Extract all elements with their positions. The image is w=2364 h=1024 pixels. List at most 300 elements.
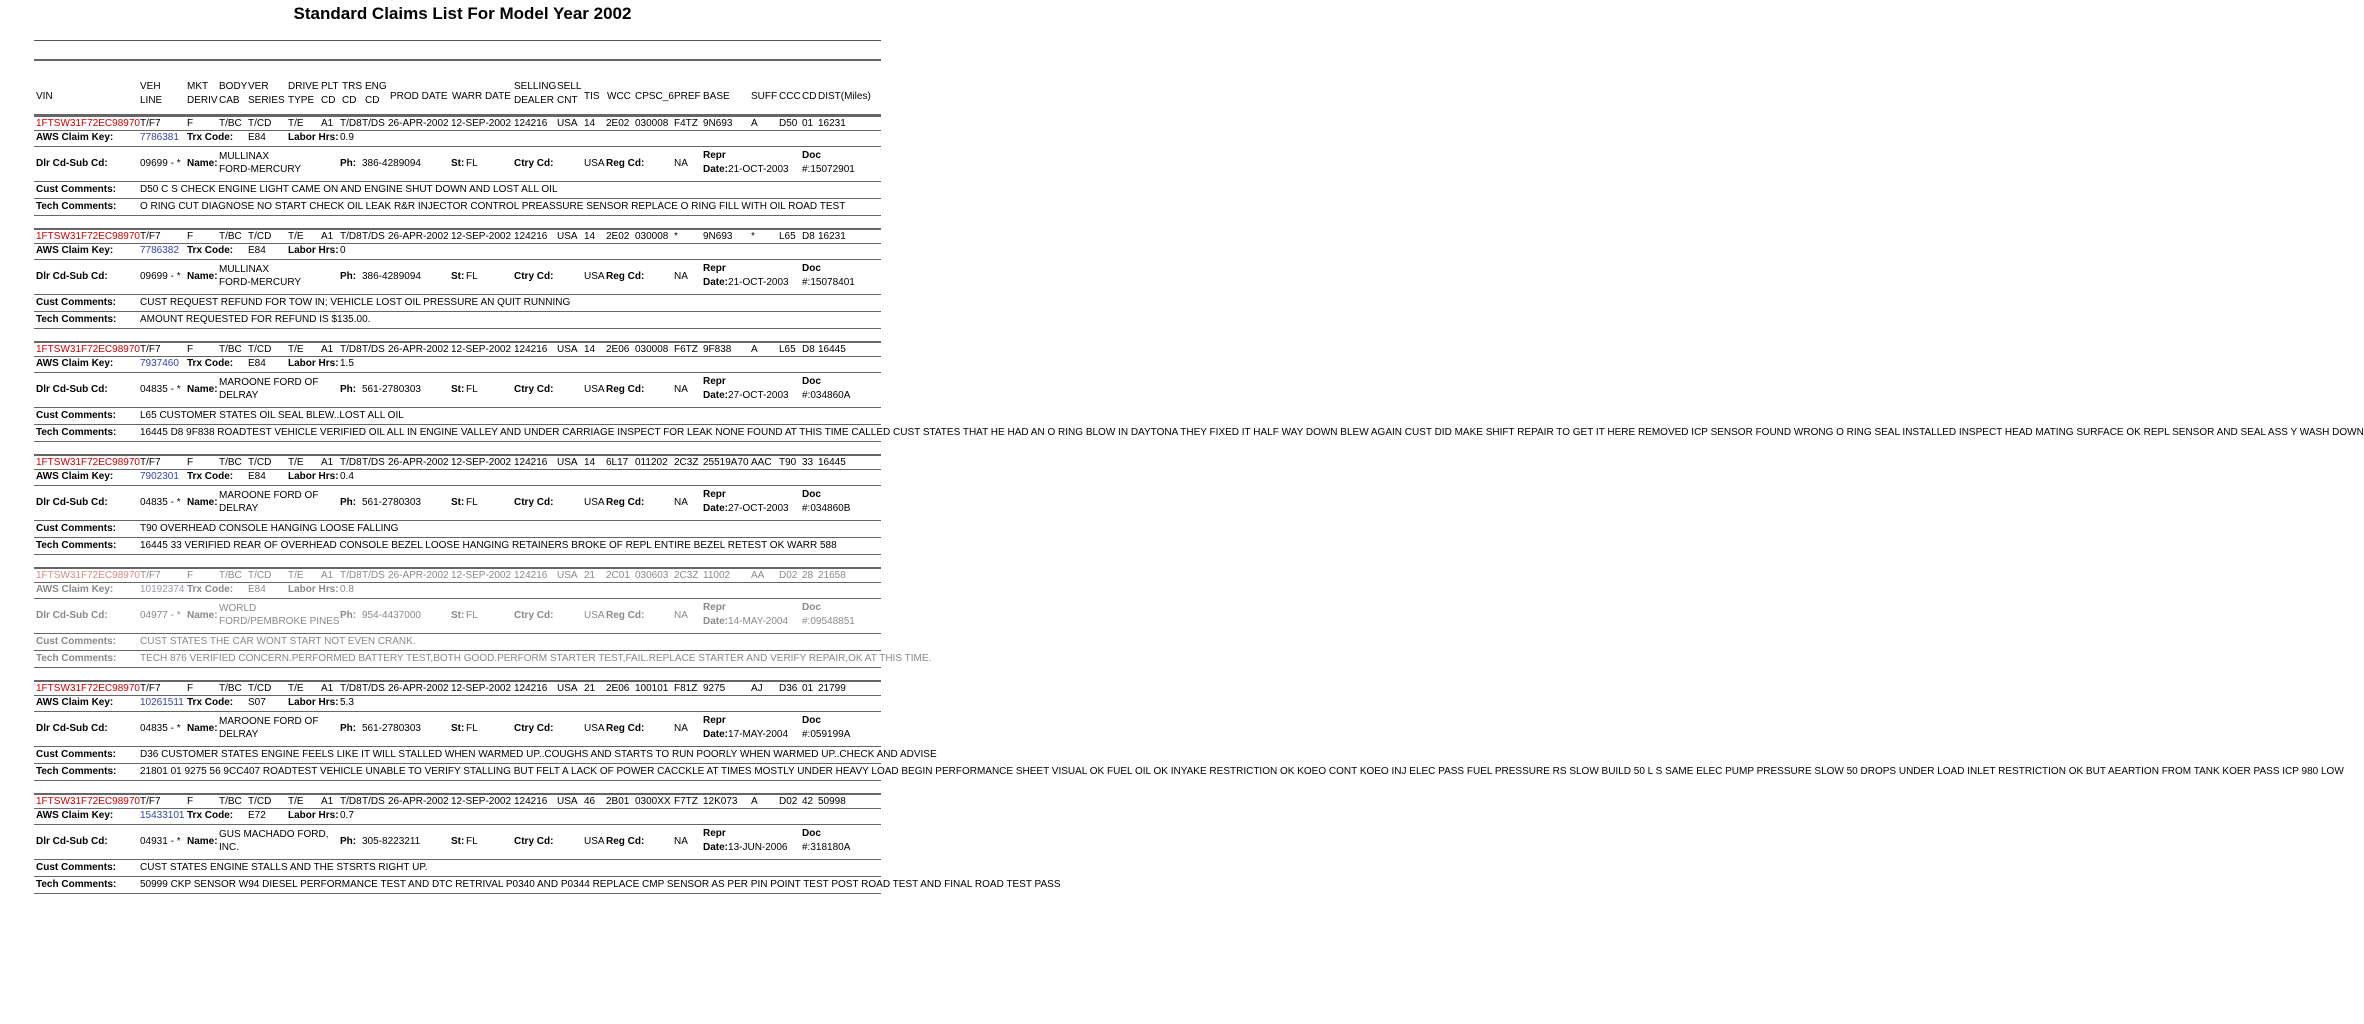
reg-cd-label: Reg Cd: bbox=[606, 836, 645, 847]
ver-series-value: T/CD bbox=[248, 118, 272, 129]
claim-record bbox=[34, 567, 932, 668]
warr-date-value: 12-SEP-2002 bbox=[451, 796, 512, 807]
cust-comments-row bbox=[34, 747, 937, 764]
repr-date-value: 17-MAY-2004 bbox=[728, 729, 789, 740]
repr-label: Repr bbox=[703, 376, 726, 387]
suff-value: A bbox=[751, 118, 758, 129]
reg-cd-label: Reg Cd: bbox=[606, 384, 645, 395]
dlr-cd-value: 04835 - * bbox=[140, 497, 181, 508]
tech-comments-text: 16445 D8 9F838 ROADTEST VEHICLE VERIFIED OIL ALL IN ENGINE VALLEY AND UNDER CARRIAGE INSPECT FOR LEAK NONE FOUND AT THIS TIME CALLED CUST STATES THAT HE HAD AN O RING BLOW IN DAYTONA THEY FIXED IT HALF WAY DOWN BLEW AGAIN CUST DID MAKE SHIFT REPAIR TO GET IT HERE REMOVED ICP SENSOR FOUND WRONG O RING SEAL INSTALLED INSPECT HEAD MATING SURFACE OK REPL SENSOR AND SEAL ASS Y WASH DOWN bbox=[140, 427, 2364, 438]
cust-comments-row bbox=[34, 860, 881, 877]
phone-label: Ph: bbox=[340, 610, 357, 621]
ctry-cd-value: USA bbox=[584, 723, 605, 734]
ccc-value: L65 bbox=[779, 231, 796, 242]
aws-claim-key-link[interactable]: 7937460 bbox=[140, 358, 179, 369]
eng-cd-value: T/DS bbox=[362, 231, 385, 242]
trx-code-value: E84 bbox=[248, 584, 266, 595]
trx-code-label: Trx Code: bbox=[187, 245, 234, 256]
reg-cd-label: Reg Cd: bbox=[606, 723, 645, 734]
labor-hrs-value: 5.3 bbox=[340, 697, 354, 708]
dlr-cd-label: Dlr Cd-Sub Cd: bbox=[36, 384, 108, 395]
labor-hrs-value: 0 bbox=[340, 245, 346, 256]
ctry-cd-value: USA bbox=[584, 384, 605, 395]
phone-label: Ph: bbox=[340, 271, 357, 282]
repr-label: Repr bbox=[703, 715, 726, 726]
cpsc-value: 030008 bbox=[635, 118, 669, 129]
claim-key-row bbox=[34, 131, 881, 147]
repr-date-value: 13-JUN-2006 bbox=[728, 842, 788, 853]
tech-comments-text: AMOUNT REQUESTED FOR REFUND IS $135.00. bbox=[140, 314, 371, 325]
reg-cd-value: NA bbox=[674, 723, 688, 734]
selling-dealer-value: 124216 bbox=[514, 570, 548, 581]
veh-line-value: T/F7 bbox=[140, 683, 161, 694]
tech-comments-row bbox=[34, 312, 881, 329]
repr-date-label: Date: bbox=[703, 616, 729, 627]
ctry-cd-label: Ctry Cd: bbox=[514, 610, 554, 621]
col-plt-cd: CD bbox=[321, 95, 336, 106]
base-value: 9N693 bbox=[703, 118, 733, 129]
reg-cd-value: NA bbox=[674, 384, 688, 395]
doc-label: Doc bbox=[802, 376, 821, 387]
tech-comments-row bbox=[34, 538, 881, 555]
tis-value: 46 bbox=[584, 796, 596, 807]
veh-line-value: T/F7 bbox=[140, 796, 161, 807]
tech-comments-label: Tech Comments: bbox=[36, 766, 117, 777]
phone-value: 561-2780303 bbox=[362, 497, 421, 508]
reg-cd-value: NA bbox=[674, 836, 688, 847]
trx-code-value: E84 bbox=[248, 358, 266, 369]
repr-date-value: 21-OCT-2003 bbox=[728, 164, 789, 175]
claim-record bbox=[34, 341, 2364, 442]
ctry-cd-label: Ctry Cd: bbox=[514, 497, 554, 508]
claim-data-row bbox=[34, 682, 881, 696]
aws-claim-key-link[interactable]: 7786382 bbox=[140, 245, 179, 256]
labor-hrs-value: 0.9 bbox=[340, 132, 354, 143]
dealer-row bbox=[34, 373, 881, 408]
repr-date-label: Date: bbox=[703, 842, 729, 853]
tis-value: 14 bbox=[584, 231, 596, 242]
reg-cd-value: NA bbox=[674, 158, 688, 169]
aws-claim-key-link[interactable]: 10261511 bbox=[140, 697, 184, 708]
col-suff: SUFF bbox=[751, 91, 778, 102]
aws-claim-key-link[interactable]: 7902301 bbox=[140, 471, 179, 482]
ctry-cd-label: Ctry Cd: bbox=[514, 836, 554, 847]
pref-value: F6TZ bbox=[674, 344, 698, 355]
aws-claim-key-label: AWS Claim Key: bbox=[36, 471, 114, 482]
title-rule bbox=[34, 40, 881, 41]
col-selling: SELLING bbox=[514, 81, 557, 92]
tis-value: 21 bbox=[584, 683, 596, 694]
dlr-cd-value: 04835 - * bbox=[140, 384, 181, 395]
sell-cnt-value: USA bbox=[557, 231, 578, 242]
suff-value: A bbox=[751, 796, 758, 807]
phone-value: 386-4289094 bbox=[362, 158, 421, 169]
phone-value: 954-4437000 bbox=[362, 610, 421, 621]
col-dist: DIST(Miles) bbox=[818, 91, 871, 102]
cust-comments-label: Cust Comments: bbox=[36, 184, 117, 195]
col-cpsc: CPSC_6 bbox=[635, 91, 674, 102]
eng-cd-value: T/DS bbox=[362, 796, 385, 807]
plt-cd-value: A1 bbox=[321, 683, 334, 694]
veh-line-value: T/F7 bbox=[140, 570, 161, 581]
body-cab-value: T/BC bbox=[219, 231, 242, 242]
reg-cd-label: Reg Cd: bbox=[606, 610, 645, 621]
plt-cd-value: A1 bbox=[321, 457, 334, 468]
dist-value: 21658 bbox=[818, 570, 846, 581]
trx-code-label: Trx Code: bbox=[187, 471, 234, 482]
vin-link[interactable]: 1FTSW31F72EC98970 bbox=[36, 118, 140, 129]
selling-dealer-value: 124216 bbox=[514, 457, 548, 468]
drive-type-value: T/E bbox=[288, 683, 304, 694]
wcc-value: 6L17 bbox=[606, 457, 629, 468]
cd-value: 28 bbox=[802, 570, 814, 581]
trs-cd-value: T/D8 bbox=[340, 796, 362, 807]
column-header-row bbox=[34, 59, 881, 115]
trs-cd-value: T/D8 bbox=[340, 570, 362, 581]
phone-label: Ph: bbox=[340, 384, 357, 395]
wcc-value: 2E02 bbox=[606, 118, 630, 129]
claim-key-row bbox=[34, 583, 881, 599]
selling-dealer-value: 124216 bbox=[514, 796, 548, 807]
trx-code-label: Trx Code: bbox=[187, 584, 234, 595]
eng-cd-value: T/DS bbox=[362, 570, 385, 581]
ver-series-value: T/CD bbox=[248, 344, 272, 355]
warr-date-value: 12-SEP-2002 bbox=[451, 344, 512, 355]
claim-key-row bbox=[34, 809, 881, 825]
cd-value: 33 bbox=[802, 457, 814, 468]
dlr-cd-label: Dlr Cd-Sub Cd: bbox=[36, 158, 108, 169]
dlr-cd-label: Dlr Cd-Sub Cd: bbox=[36, 271, 108, 282]
phone-label: Ph: bbox=[340, 723, 357, 734]
labor-hrs-value: 1.5 bbox=[340, 358, 354, 369]
aws-claim-key-link[interactable]: 10192374 bbox=[140, 584, 185, 595]
col-veh: VEH bbox=[140, 81, 161, 92]
reg-cd-value: NA bbox=[674, 610, 688, 621]
claim-record bbox=[34, 680, 2344, 781]
col-selling-dealer: DEALER bbox=[514, 95, 555, 106]
claim-data-row bbox=[34, 569, 881, 583]
tech-comments-label: Tech Comments: bbox=[36, 653, 117, 664]
cust-comments-text: D50 C S CHECK ENGINE LIGHT CAME ON AND ENGINE SHUT DOWN AND LOST ALL OIL bbox=[140, 184, 558, 195]
doc-value: #:09548851 bbox=[802, 616, 855, 627]
cust-comments-label: Cust Comments: bbox=[36, 749, 117, 760]
phone-value: 386-4289094 bbox=[362, 271, 421, 282]
claims-list bbox=[34, 115, 2364, 894]
doc-value: #:034860A bbox=[802, 390, 851, 401]
claim-data-row bbox=[34, 795, 881, 809]
ccc-value: D36 bbox=[779, 683, 798, 694]
state-label: St: bbox=[451, 271, 465, 282]
pref-value: F7TZ bbox=[674, 796, 698, 807]
col-drive-type: TYPE bbox=[288, 95, 315, 106]
eng-cd-value: T/DS bbox=[362, 683, 385, 694]
cpsc-value: 030008 bbox=[635, 344, 669, 355]
drive-type-value: T/E bbox=[288, 796, 304, 807]
cd-value: 01 bbox=[802, 118, 814, 129]
ver-series-value: T/CD bbox=[248, 457, 272, 468]
base-value: 9F838 bbox=[703, 344, 732, 355]
trs-cd-value: T/D8 bbox=[340, 344, 362, 355]
mkt-deriv-value: F bbox=[187, 118, 194, 129]
repr-label: Repr bbox=[703, 602, 726, 613]
eng-cd-value: T/DS bbox=[362, 344, 385, 355]
repr-date-label: Date: bbox=[703, 390, 729, 401]
dealer-row bbox=[34, 712, 881, 747]
col-body-cab: CAB bbox=[219, 95, 240, 106]
dealer-name-line1: WORLD bbox=[219, 603, 257, 614]
dealer-row bbox=[34, 147, 881, 182]
dlr-cd-value: 04977 - * bbox=[140, 610, 181, 621]
dist-value: 16445 bbox=[818, 457, 846, 468]
aws-claim-key-label: AWS Claim Key: bbox=[36, 810, 114, 821]
warr-date-value: 12-SEP-2002 bbox=[451, 683, 512, 694]
reg-cd-label: Reg Cd: bbox=[606, 271, 645, 282]
wcc-value: 2E06 bbox=[606, 683, 630, 694]
sell-cnt-value: USA bbox=[557, 457, 578, 468]
mkt-deriv-value: F bbox=[187, 231, 194, 242]
claim-key-row bbox=[34, 696, 881, 712]
ccc-value: L65 bbox=[779, 344, 796, 355]
doc-label: Doc bbox=[802, 828, 821, 839]
dealer-name-line2: FORD/PEMBROKE PINES bbox=[219, 616, 340, 627]
dealer-name-line2: FORD-MERCURY bbox=[219, 164, 302, 175]
wcc-value: 2E06 bbox=[606, 344, 630, 355]
pref-value: * bbox=[674, 231, 678, 242]
sell-cnt-value: USA bbox=[557, 344, 578, 355]
repr-date-label: Date: bbox=[703, 503, 729, 514]
dealer-name-label: Name: bbox=[187, 610, 218, 621]
vin-link[interactable]: 1FTSW31F72EC98970 bbox=[36, 457, 140, 468]
state-value: FL bbox=[466, 723, 478, 734]
cust-comments-text: CUST STATES THE CAR WONT START NOT EVEN CRANK. bbox=[140, 636, 416, 647]
plt-cd-value: A1 bbox=[321, 570, 334, 581]
body-cab-value: T/BC bbox=[219, 118, 242, 129]
ctry-cd-value: USA bbox=[584, 836, 605, 847]
labor-hrs-label: Labor Hrs: bbox=[288, 697, 339, 708]
vin-link[interactable]: 1FTSW31F72EC98970 bbox=[36, 570, 140, 581]
dealer-name-label: Name: bbox=[187, 723, 218, 734]
state-value: FL bbox=[466, 497, 478, 508]
dealer-name-line1: MAROONE FORD OF bbox=[219, 490, 319, 501]
doc-value: #:15072901 bbox=[802, 164, 855, 175]
plt-cd-value: A1 bbox=[321, 796, 334, 807]
base-value: 9275 bbox=[703, 683, 726, 694]
claim-data-row bbox=[34, 456, 881, 470]
suff-value: AAC bbox=[751, 457, 772, 468]
vin-link[interactable]: 1FTSW31F72EC98970 bbox=[36, 344, 140, 355]
eng-cd-value: T/DS bbox=[362, 118, 385, 129]
ver-series-value: T/CD bbox=[248, 231, 272, 242]
drive-type-value: T/E bbox=[288, 344, 304, 355]
sell-cnt-value: USA bbox=[557, 118, 578, 129]
tech-comments-row bbox=[34, 764, 2344, 781]
labor-hrs-value: 0.8 bbox=[340, 584, 354, 595]
dealer-name-line2: DELRAY bbox=[219, 390, 259, 401]
trs-cd-value: T/D8 bbox=[340, 231, 362, 242]
tech-comments-row bbox=[34, 651, 932, 668]
dealer-name-line1: MAROONE FORD OF bbox=[219, 377, 319, 388]
vin-link[interactable]: 1FTSW31F72EC98970 bbox=[36, 683, 140, 694]
dlr-cd-label: Dlr Cd-Sub Cd: bbox=[36, 836, 108, 847]
repr-label: Repr bbox=[703, 828, 726, 839]
suff-value: A bbox=[751, 344, 758, 355]
dealer-name-line2: DELRAY bbox=[219, 503, 259, 514]
ccc-value: D02 bbox=[779, 570, 798, 581]
col-cd: CD bbox=[802, 91, 817, 102]
trx-code-label: Trx Code: bbox=[187, 810, 234, 821]
cust-comments-label: Cust Comments: bbox=[36, 410, 117, 421]
dealer-name-label: Name: bbox=[187, 158, 218, 169]
repr-date-label: Date: bbox=[703, 729, 729, 740]
repr-label: Repr bbox=[703, 263, 726, 274]
plt-cd-value: A1 bbox=[321, 118, 334, 129]
tis-value: 14 bbox=[584, 344, 596, 355]
eng-cd-value: T/DS bbox=[362, 457, 385, 468]
cust-comments-label: Cust Comments: bbox=[36, 862, 117, 873]
state-value: FL bbox=[466, 271, 478, 282]
repr-date-label: Date: bbox=[703, 164, 729, 175]
suff-value: * bbox=[751, 231, 755, 242]
dlr-cd-label: Dlr Cd-Sub Cd: bbox=[36, 723, 108, 734]
drive-type-value: T/E bbox=[288, 118, 304, 129]
doc-value: #:15078401 bbox=[802, 277, 855, 288]
reg-cd-value: NA bbox=[674, 271, 688, 282]
ccc-value: D50 bbox=[779, 118, 798, 129]
tech-comments-label: Tech Comments: bbox=[36, 540, 117, 551]
dealer-name-line2: DELRAY bbox=[219, 729, 259, 740]
labor-hrs-label: Labor Hrs: bbox=[288, 471, 339, 482]
cust-comments-text: CUST STATES ENGINE STALLS AND THE STSRTS RIGHT UP. bbox=[140, 862, 428, 873]
col-ccc: CCC bbox=[779, 91, 801, 102]
prod-date-value: 26-APR-2002 bbox=[388, 231, 449, 242]
suff-value: AA bbox=[751, 570, 765, 581]
claim-record bbox=[34, 793, 1061, 894]
repr-date-value: 27-OCT-2003 bbox=[728, 390, 789, 401]
dealer-name-line1: GUS MACHADO FORD, bbox=[219, 829, 329, 840]
col-warr-date: WARR DATE bbox=[452, 91, 511, 102]
aws-claim-key-link[interactable]: 7786381 bbox=[140, 132, 179, 143]
dealer-name-label: Name: bbox=[187, 836, 218, 847]
body-cab-value: T/BC bbox=[219, 683, 242, 694]
repr-date-value: 27-OCT-2003 bbox=[728, 503, 789, 514]
dealer-name-line2: FORD-MERCURY bbox=[219, 277, 302, 288]
state-value: FL bbox=[466, 610, 478, 621]
claim-key-row bbox=[34, 357, 881, 373]
labor-hrs-label: Labor Hrs: bbox=[288, 358, 339, 369]
prod-date-value: 26-APR-2002 bbox=[388, 796, 449, 807]
trx-code-label: Trx Code: bbox=[187, 132, 234, 143]
dlr-cd-value: 09699 - * bbox=[140, 158, 181, 169]
sell-cnt-value: USA bbox=[557, 683, 578, 694]
labor-hrs-label: Labor Hrs: bbox=[288, 132, 339, 143]
doc-label: Doc bbox=[802, 715, 821, 726]
drive-type-value: T/E bbox=[288, 231, 304, 242]
selling-dealer-value: 124216 bbox=[514, 118, 548, 129]
mkt-deriv-value: F bbox=[187, 344, 194, 355]
cd-value: 42 bbox=[802, 796, 814, 807]
doc-label: Doc bbox=[802, 263, 821, 274]
suff-value: AJ bbox=[751, 683, 763, 694]
trs-cd-value: T/D8 bbox=[340, 683, 362, 694]
drive-type-value: T/E bbox=[288, 570, 304, 581]
aws-claim-key-label: AWS Claim Key: bbox=[36, 358, 114, 369]
cd-value: D8 bbox=[802, 344, 815, 355]
doc-label: Doc bbox=[802, 602, 821, 613]
drive-type-value: T/E bbox=[288, 457, 304, 468]
vin-link[interactable]: 1FTSW31F72EC98970 bbox=[36, 231, 140, 242]
doc-value: #:034860B bbox=[802, 503, 851, 514]
col-vin: VIN bbox=[36, 91, 53, 102]
tech-comments-row bbox=[34, 199, 881, 216]
cust-comments-text: T90 OVERHEAD CONSOLE HANGING LOOSE FALLING bbox=[140, 523, 399, 534]
labor-hrs-label: Labor Hrs: bbox=[288, 245, 339, 256]
dealer-name-label: Name: bbox=[187, 384, 218, 395]
col-trs: TRS bbox=[342, 81, 362, 92]
phone-label: Ph: bbox=[340, 158, 357, 169]
dlr-cd-value: 04835 - * bbox=[140, 723, 181, 734]
ctry-cd-label: Ctry Cd: bbox=[514, 384, 554, 395]
claim-record bbox=[34, 115, 881, 216]
base-value: 25519A70 bbox=[703, 457, 749, 468]
trx-code-label: Trx Code: bbox=[187, 358, 234, 369]
ccc-value: T90 bbox=[779, 457, 797, 468]
pref-value: 2C3Z bbox=[674, 457, 699, 468]
trx-code-value: S07 bbox=[248, 697, 266, 708]
dealer-row bbox=[34, 260, 881, 295]
cpsc-value: 030603 bbox=[635, 570, 669, 581]
dealer-name-label: Name: bbox=[187, 271, 218, 282]
col-tis: TIS bbox=[584, 91, 600, 102]
claim-key-row bbox=[34, 470, 881, 486]
vin-link[interactable]: 1FTSW31F72EC98970 bbox=[36, 796, 140, 807]
veh-line-value: T/F7 bbox=[140, 457, 161, 468]
repr-date-value: 14-MAY-2004 bbox=[728, 616, 789, 627]
mkt-deriv-value: F bbox=[187, 457, 194, 468]
doc-value: #:318180A bbox=[802, 842, 851, 853]
wcc-value: 2C01 bbox=[606, 570, 630, 581]
cd-value: 01 bbox=[802, 683, 814, 694]
tech-comments-text: 21801 01 9275 56 9CC407 ROADTEST VEHICLE UNABLE TO VERIFY STALLING BUT FELT A LACK OF POWER CACCKLE AT TIMES MOSTLY UNDER HEAVY LOAD BEGIN PERFORMANCE SHEET VISUAL OK FUEL OIL OK INYAKE RESTRICTION OK KOEO CONT KOEO INJ ELEC PASS FUEL PRESSURE RS SLOW BUILD 50 L S SAME ELEC PUMP PRESSURE SLOW 50 DROPS UNDER LOAD INLET RESTRICTION OK BUT AEARTION FROM TANK KOER PASS ICP 980 LOW bbox=[140, 766, 2344, 777]
claim-data-row bbox=[34, 343, 881, 357]
phone-value: 305-8223211 bbox=[362, 836, 421, 847]
cd-value: D8 bbox=[802, 231, 815, 242]
cust-comments-label: Cust Comments: bbox=[36, 523, 117, 534]
tech-comments-label: Tech Comments: bbox=[36, 314, 117, 325]
aws-claim-key-link[interactable]: 15433101 bbox=[140, 810, 185, 821]
phone-label: Ph: bbox=[340, 836, 357, 847]
aws-claim-key-label: AWS Claim Key: bbox=[36, 245, 114, 256]
col-ver: VER bbox=[248, 81, 269, 92]
tech-comments-label: Tech Comments: bbox=[36, 427, 117, 438]
ver-series-value: T/CD bbox=[248, 683, 272, 694]
warr-date-value: 12-SEP-2002 bbox=[451, 457, 512, 468]
cust-comments-text: L65 CUSTOMER STATES OIL SEAL BLEW..LOST ALL OIL bbox=[140, 410, 404, 421]
dealer-name-line2: INC. bbox=[219, 842, 239, 853]
col-mkt: MKT bbox=[187, 81, 209, 92]
trx-code-label: Trx Code: bbox=[187, 697, 234, 708]
dist-value: 21799 bbox=[818, 683, 846, 694]
veh-line-value: T/F7 bbox=[140, 344, 161, 355]
aws-claim-key-label: AWS Claim Key: bbox=[36, 132, 114, 143]
doc-value: #:059199A bbox=[802, 729, 851, 740]
plt-cd-value: A1 bbox=[321, 344, 334, 355]
dealer-name-line1: MULLINAX bbox=[219, 264, 270, 275]
trs-cd-value: T/D8 bbox=[340, 118, 362, 129]
col-wcc: WCC bbox=[607, 91, 631, 102]
dealer-name-line1: MULLINAX bbox=[219, 151, 270, 162]
state-value: FL bbox=[466, 158, 478, 169]
labor-hrs-value: 0.4 bbox=[340, 471, 354, 482]
